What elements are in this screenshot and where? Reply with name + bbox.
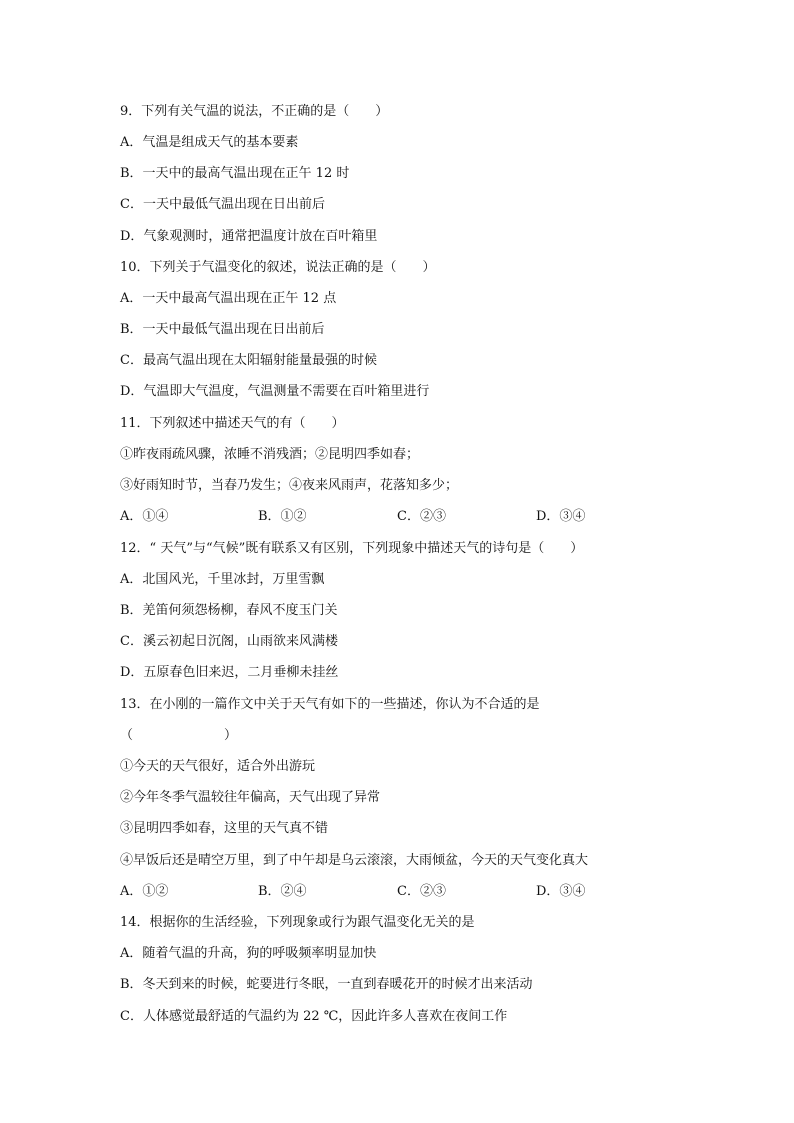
question-14-stem: 14．根据你的生活经验，下列现象或行为跟气温变化无关的是	[120, 915, 475, 930]
question-13-statement-4: ④早饭后还是晴空万里，到了中午却是乌云滚滚，大雨倾盆，今天的天气变化真大	[120, 853, 589, 868]
question-10-option-a: A．一天中最高气温出现在正午 12 点	[120, 291, 337, 306]
question-9-option-d: D．气象观测时，通常把温度计放在百叶箱里	[120, 229, 378, 244]
question-11-option-a: A．①④	[120, 509, 169, 524]
question-11-option-b: B．①②	[258, 509, 307, 524]
question-10-option-c: C．最高气温出现在太阳辐射能量最强的时候	[120, 353, 377, 368]
question-13-answer-parentheses: （ ）	[120, 728, 238, 743]
question-13-option-b: B．②④	[258, 884, 307, 899]
question-13-statement-1: ①今天的天气很好，适合外出游玩	[120, 759, 316, 774]
question-10-option-d: D．气温即大气温度，气温测量不需要在百叶箱里进行	[120, 384, 430, 399]
question-12-option-b: B．羌笛何须怨杨柳，春风不度玉门关	[120, 603, 338, 618]
question-11-stem: 11．下列叙述中描述天气的有（ ）	[120, 416, 345, 431]
question-9-option-b: B．一天中的最高气温出现在正午 12 时	[120, 166, 350, 181]
question-13-option-c: C．②③	[397, 884, 446, 899]
question-13-statement-3: ③昆明四季如春，这里的天气真不错	[120, 821, 329, 836]
question-12-option-a: A．北国风光，千里冰封，万里雪飘	[120, 572, 325, 587]
question-13-stem: 13．在小刚的一篇作文中关于天气有如下的一些描述，你认为不合适的是	[120, 697, 540, 712]
question-11-poem-line-1: ①昨夜雨疏风骤，浓睡不消残酒；②昆明四季如春；	[120, 447, 420, 462]
question-11-option-d: D．③④	[536, 509, 586, 524]
question-14-option-c: C．人体感觉最舒适的气温约为 22 ℃，因此许多人喜欢在夜间工作	[120, 1009, 508, 1024]
question-14-option-b: B．冬天到来的时候，蛇要进行冬眠，一直到春暖花开的时候才出来活动	[120, 977, 533, 992]
question-12-option-c: C．溪云初起日沉阁，山雨欲来风满楼	[120, 634, 338, 649]
question-11-poem-line-2: ③好雨知时节，当春乃发生；④夜来风雨声，花落知多少；	[120, 478, 459, 493]
question-12-option-d: D．五原春色旧来迟，二月垂柳未挂丝	[120, 665, 339, 680]
question-14-option-a: A．随着气温的升高，狗的呼吸频率明显加快	[120, 946, 377, 961]
question-9-option-c: C．一天中最低气温出现在日出前后	[120, 197, 325, 212]
question-13-statement-2: ②今年冬季气温较往年偏高，天气出现了异常	[120, 790, 381, 805]
question-10-option-b: B．一天中最低气温出现在日出前后	[120, 322, 325, 337]
question-9-option-a: A．气温是组成天气的基本要素	[120, 135, 299, 150]
question-10-stem: 10．下列关于气温变化的叙述，说法正确的是（ ）	[120, 260, 436, 275]
question-13-option-a: A．①②	[120, 884, 169, 899]
question-13-option-d: D．③④	[536, 884, 586, 899]
question-11-option-c: C．②③	[397, 509, 446, 524]
question-12-stem: 12．“ 天气”与“气候”既有联系又有区别，下列现象中描述天气的诗句是（ ）	[120, 541, 584, 556]
question-9-stem: 9．下列有关气温的说法，不正确的是（ ）	[120, 104, 389, 119]
